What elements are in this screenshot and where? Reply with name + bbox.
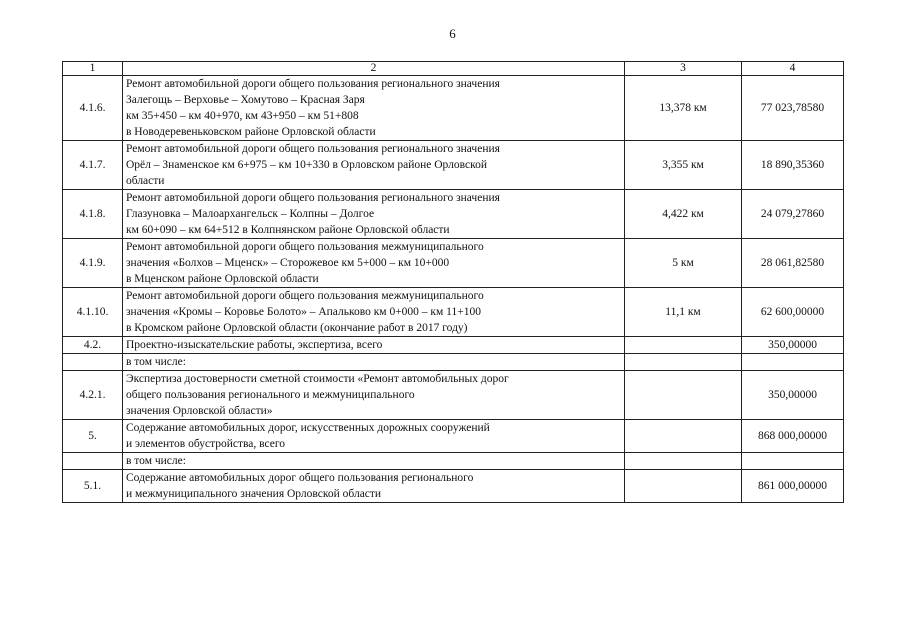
column-number-4: 4 <box>742 62 844 76</box>
length-cell: 13,378 км <box>625 76 742 141</box>
column-number-1: 1 <box>63 62 123 76</box>
table-row <box>63 239 844 288</box>
table-row <box>63 337 844 354</box>
length-cell <box>625 371 742 420</box>
amount-cell: 24 079,27860 <box>742 190 844 239</box>
table-row <box>63 354 844 371</box>
description-line: Ремонт автомобильной дороги общего пользования регионального значения <box>126 78 500 90</box>
description-cell <box>123 76 625 141</box>
description-cell <box>123 141 625 190</box>
description-line: общего пользования регионального и межмуниципального <box>126 389 415 401</box>
description-line: и элементов обустройства, всего <box>126 438 286 450</box>
description-line: Глазуновка – Малоархангельск – Колпны – Долгое <box>126 208 375 220</box>
table-row <box>63 288 844 337</box>
description-cell <box>123 354 625 371</box>
item-number-cell: 4.1.8. <box>63 190 123 239</box>
table-row <box>63 141 844 190</box>
description-line: значения «Кромы – Коровье Болото» – Апальково км 0+000 – км 11+100 <box>126 306 481 318</box>
description-cell <box>123 453 625 470</box>
description-line: в Новодеревеньковском районе Орловской области <box>126 126 376 138</box>
item-number-cell: 4.1.6. <box>63 76 123 141</box>
description-line: Орёл – Знаменское км 6+975 – км 10+330 в Орловском районе Орловской <box>126 159 488 171</box>
description-line: в том числе: <box>126 356 186 368</box>
length-cell: 11,1 км <box>625 288 742 337</box>
description-cell <box>123 470 625 503</box>
table-row <box>63 420 844 453</box>
description-line: Ремонт автомобильной дороги общего пользования регионального значения <box>126 192 500 204</box>
item-number-cell: 4.1.9. <box>63 239 123 288</box>
description-line: в Мценском районе Орловской области <box>126 273 319 285</box>
length-cell: 5 км <box>625 239 742 288</box>
description-line: км 35+450 – км 40+970, км 43+950 – км 51+808 <box>126 110 359 122</box>
description-cell <box>123 371 625 420</box>
length-cell <box>625 337 742 354</box>
length-cell <box>625 354 742 371</box>
length-cell: 4,422 км <box>625 190 742 239</box>
amount-cell: 18 890,35360 <box>742 141 844 190</box>
description-line: значения «Болхов – Мценск» – Сторожевое км 5+000 – км 10+000 <box>126 257 450 269</box>
item-number-cell: 4.2.1. <box>63 371 123 420</box>
description-line: Залегощь – Верховье – Хомутово – Красная Заря <box>126 94 365 106</box>
column-number-row <box>63 62 844 76</box>
table-row <box>63 453 844 470</box>
length-cell: 3,355 км <box>625 141 742 190</box>
description-line: в том числе: <box>126 455 186 467</box>
amount-cell <box>742 354 844 371</box>
amount-cell: 77 023,78580 <box>742 76 844 141</box>
table-row <box>63 190 844 239</box>
item-number-cell: 5.1. <box>63 470 123 503</box>
length-cell <box>625 453 742 470</box>
column-number-2: 2 <box>123 62 625 76</box>
description-line: Содержание автомобильных дорог, искусственных дорожных сооружений <box>126 422 490 434</box>
description-line: Ремонт автомобильной дороги общего пользования регионального значения <box>126 143 500 155</box>
description-line: и межмуниципального значения Орловской области <box>126 488 382 500</box>
page-number: 6 <box>449 26 456 41</box>
description-line: области <box>126 175 165 187</box>
description-line: Проектно-изыскательские работы, экспертиза, всего <box>126 339 383 351</box>
description-line: значения Орловской области» <box>126 405 273 417</box>
description-cell <box>123 337 625 354</box>
item-number-cell <box>63 453 123 470</box>
description-cell <box>123 239 625 288</box>
description-line: км 60+090 – км 64+512 в Колпнянском районе Орловской области <box>126 224 450 236</box>
amount-cell: 62 600,00000 <box>742 288 844 337</box>
length-cell <box>625 420 742 453</box>
description-line: в Кромском районе Орловской области (окончание работ в 2017 году) <box>126 322 468 334</box>
description-line: Экспертиза достоверности сметной стоимости «Ремонт автомобильных дорог <box>126 373 509 385</box>
item-number-cell: 4.2. <box>63 337 123 354</box>
description-cell <box>123 288 625 337</box>
amount-cell: 350,00000 <box>742 337 844 354</box>
item-number-cell: 4.1.7. <box>63 141 123 190</box>
item-number-cell: 5. <box>63 420 123 453</box>
column-number-3: 3 <box>625 62 742 76</box>
amount-cell <box>742 453 844 470</box>
road-works-table <box>62 61 844 503</box>
length-cell <box>625 470 742 503</box>
description-line: Ремонт автомобильной дороги общего пользования межмуниципального <box>126 241 484 253</box>
amount-cell: 868 000,00000 <box>742 420 844 453</box>
table-row <box>63 371 844 420</box>
description-line: Содержание автомобильных дорог общего пользования регионального <box>126 472 474 484</box>
item-number-cell <box>63 354 123 371</box>
table-row <box>63 76 844 141</box>
table-body <box>63 62 844 503</box>
description-line: Ремонт автомобильной дороги общего пользования межмуниципального <box>126 290 484 302</box>
amount-cell: 350,00000 <box>742 371 844 420</box>
description-cell <box>123 420 625 453</box>
amount-cell: 28 061,82580 <box>742 239 844 288</box>
item-number-cell: 4.1.10. <box>63 288 123 337</box>
amount-cell: 861 000,00000 <box>742 470 844 503</box>
description-cell <box>123 190 625 239</box>
table-row <box>63 470 844 503</box>
